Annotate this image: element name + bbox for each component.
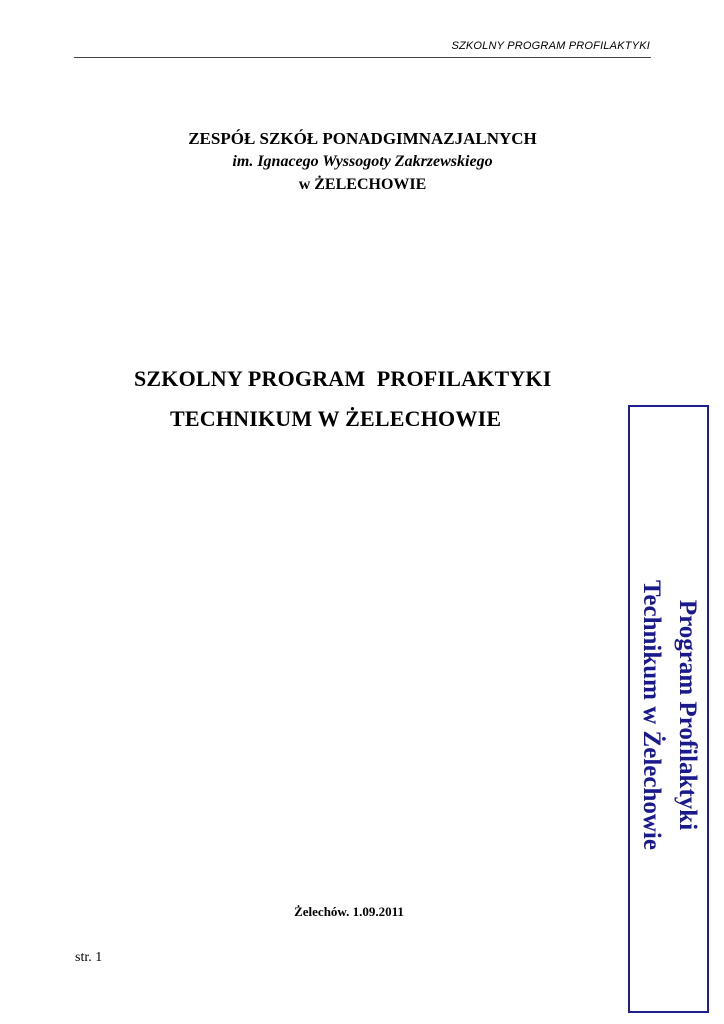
side-label-text [633,580,705,850]
program-title: SZKOLNY PROGRAM PROFILAKTYKI [134,366,552,391]
header-divider [74,57,651,58]
running-header: SZKOLNY PROGRAM PROFILAKTYKI [451,40,650,52]
side-label-line2: Technikum w Żelechowie [637,580,665,850]
page-number: str. 1 [75,950,103,965]
school-name-line1: ZESPÓŁ SZKÓŁ PONADGIMNAZJALNYCH [188,129,537,148]
school-location-line: w ŻELECHOWIE [298,176,427,193]
school-patron-line: im. Ignacego Wyssogoty Zakrzewskiego [232,153,493,170]
place-date: Żelechów. 1.09.2011 [294,904,404,919]
side-label-line1: Program Profilaktyki [673,599,701,831]
program-subtitle: TECHNIKUM W ŻELECHOWIE [170,406,502,431]
school-name-block [74,127,651,196]
side-label-box [628,405,709,1013]
